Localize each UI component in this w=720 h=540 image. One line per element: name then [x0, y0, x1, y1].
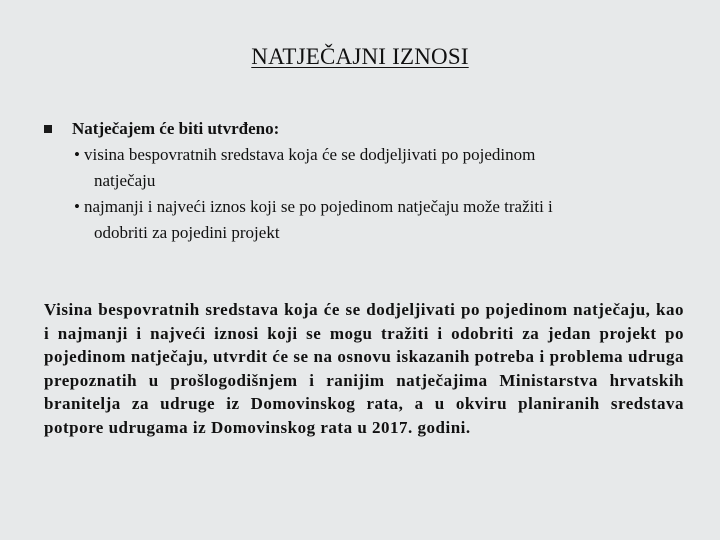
list-item-continuation: odobriti za pojedini projekt: [94, 223, 280, 242]
list-item-line: visina bespovratnih sredstava koja će se dodjeljivati po pojedinom: [84, 145, 536, 164]
list-item: [44, 194, 684, 246]
list-item: [44, 142, 684, 194]
bullet-heading: [44, 116, 684, 142]
list-item-line: najmanji i najveći iznos koji se po pojedinom natječaju može tražiti i: [84, 197, 553, 216]
list-item-continuation: natječaju: [94, 171, 156, 190]
dot-bullet-icon: •: [74, 197, 80, 216]
square-bullet-icon: [44, 125, 52, 133]
slide-title: NATJEČAJNI IZNOSI: [251, 44, 469, 69]
bullet-heading-text: Natječajem će biti utvrđeno:: [72, 119, 280, 138]
bullet-list: [44, 116, 684, 246]
dot-bullet-icon: •: [74, 145, 80, 164]
body-paragraph: Visina bespovratnih sredstava koja će se dodjeljivati po pojedinom natječaju, kao i najmanji i najveći iznosi koji se mogu tražiti i odobriti za jedan projekt po pojedinom natječaju, utvrdit će se na osnovu iskazanih potreba i problema udruga prepoznatih u prošlogodišnjem i ranijim natječajima Ministarstva hrvatskih branitelja za udruge iz Domovinskog rata, a u okviru planiranih sredstava potpore udrugama iz Domovinskog rata u 2017. godini.: [44, 300, 684, 437]
